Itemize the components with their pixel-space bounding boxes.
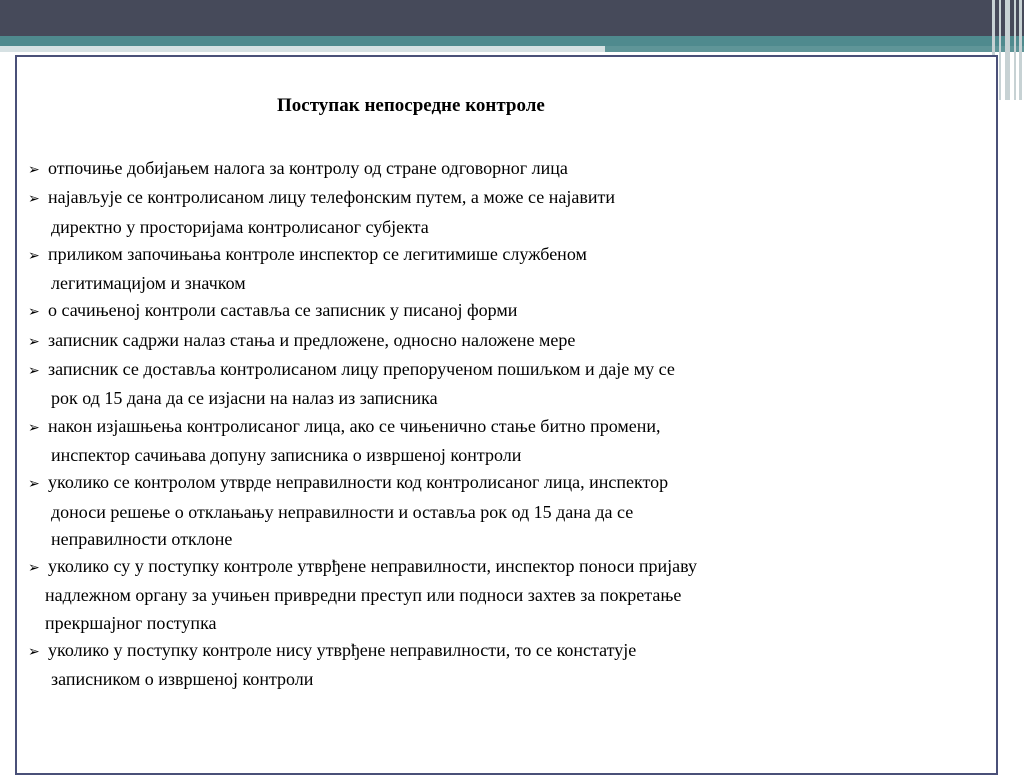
list-item-text: о сачињеној контроли саставља се записник у писаној форми (48, 300, 518, 321)
list-item (28, 155, 697, 184)
list-item-continuation: инспектор сачињава допуну записника о извршеној контроли (51, 444, 522, 465)
arrowhead-bullet-icon: ➢ (28, 644, 40, 661)
arrowhead-bullet-icon: ➢ (28, 162, 40, 178)
list-item (28, 327, 697, 356)
list-item-continuation: доноси решење о отклањању неправилности и оставља рок од 15 дана да се (51, 501, 634, 522)
arrowhead-bullet-icon: ➢ (28, 419, 40, 436)
list-item (28, 356, 697, 413)
arrowhead-bullet-icon: ➢ (28, 476, 40, 493)
list-item-text: приликом започињања контроле инспектор се легитимише службеном (48, 243, 587, 264)
arrowhead-bullet-icon: ➢ (28, 333, 40, 350)
arrowhead-bullet-icon: ➢ (28, 191, 40, 208)
slide-title: Поступак непосредне контроле (277, 95, 545, 116)
list-item-continuation: надлежном органу за учињен привредни преступ или подноси захтев за покретање (45, 585, 682, 606)
list-item-continuation: записником о извршеној контроли (51, 669, 314, 690)
list-item-continuation: директно у просторијама контролисаног субјекта (51, 216, 429, 237)
arrowhead-bullet-icon: ➢ (28, 247, 40, 264)
list-item (28, 297, 697, 326)
header-band-light (0, 46, 605, 52)
list-item (28, 469, 697, 553)
list-item (28, 184, 697, 241)
list-item-text: уколико се контролом утврде неправилности код контролисаног лица, инспектор (48, 472, 669, 493)
list-item-text: најављује се контролисаном лицу телефонским путем, а може се најавити (48, 187, 615, 208)
list-item-text: уколико у поступку контроле нису утврђене неправилности, то се констатује (48, 640, 637, 661)
header-band-dark (0, 0, 1024, 36)
list-item-continuation: рок од 15 дана да се изјасни на налаз из записника (51, 388, 438, 409)
list-item (28, 241, 697, 298)
list-item-continuation: прекршајног поступка (45, 612, 217, 633)
list-item-continuation: легитимацијом и значком (51, 273, 246, 294)
procedure-list (28, 155, 697, 694)
arrowhead-bullet-icon: ➢ (28, 560, 40, 577)
list-item-text: након изјашњења контролисаног лица, ако се чињенично стање битно промени, (48, 415, 661, 436)
list-item-text: уколико су у поступку контроле утврђене неправилности, инспектор поноси пријаву (48, 556, 697, 577)
list-item (28, 553, 697, 637)
list-item-text: отпочиње добијањем налога за контролу од стране одговорног лица (48, 158, 568, 178)
header-band-teal-lower (605, 46, 1024, 52)
list-item (28, 637, 697, 694)
header-band-teal (0, 36, 1024, 46)
list-item-text: записник садржи налаз стања и предложене, односно наложене мере (48, 329, 576, 350)
list-item-continuation: неправилности отклоне (51, 528, 233, 549)
list-item-text: записник се доставља контролисаном лицу препорученом пошиљком и даје му се (48, 359, 675, 380)
arrowhead-bullet-icon: ➢ (28, 304, 40, 321)
list-item (28, 413, 697, 470)
arrowhead-bullet-icon: ➢ (28, 363, 40, 380)
